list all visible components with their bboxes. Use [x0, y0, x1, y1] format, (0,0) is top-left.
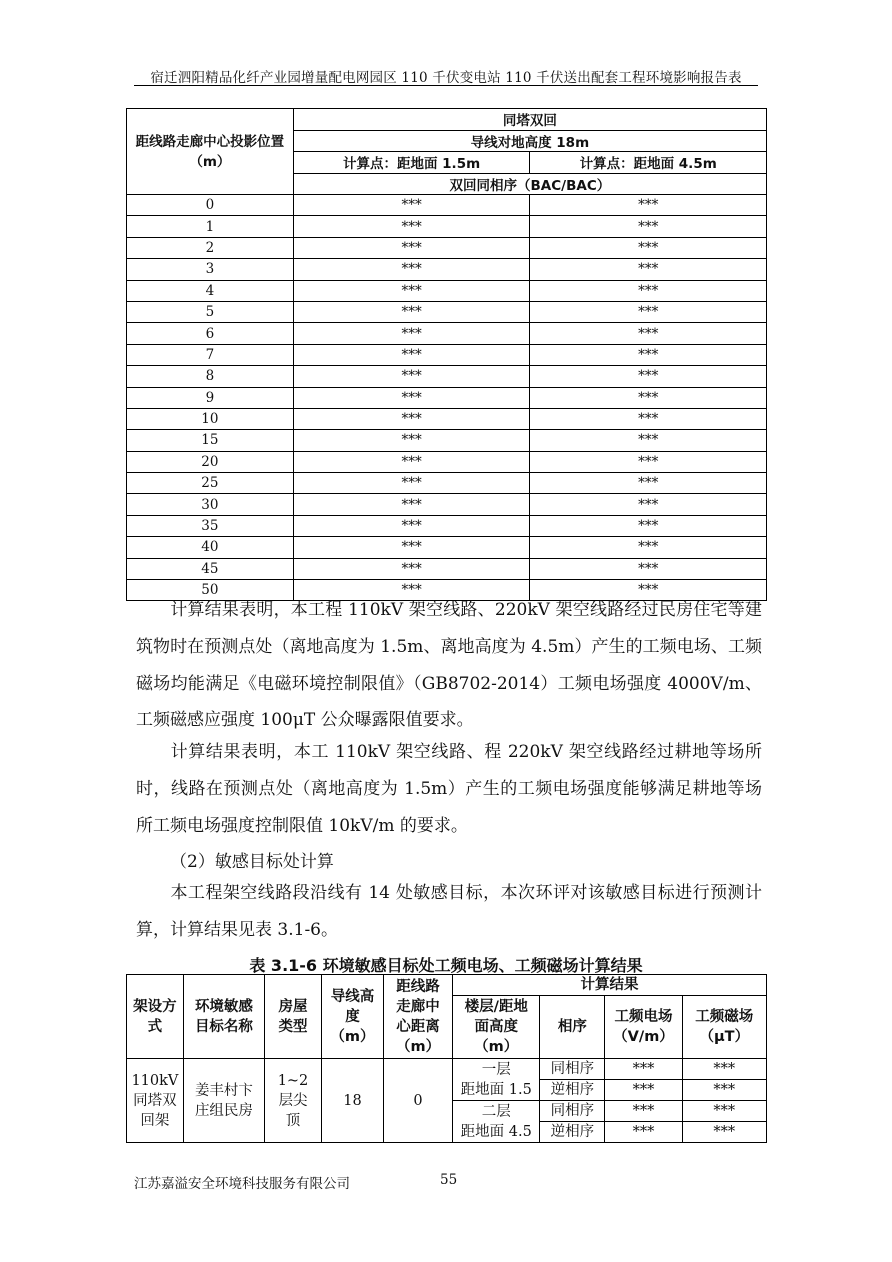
- position-cell: 40: [127, 537, 294, 558]
- phase-cell: 逆相序: [540, 1122, 605, 1143]
- results-header: 计算结果: [453, 975, 767, 996]
- value-cell: ***: [293, 280, 530, 301]
- table-row: [127, 259, 767, 280]
- table-row: [127, 301, 767, 322]
- b-field-header: 工频磁场（μT）: [682, 996, 766, 1059]
- target-name-header: 环境敏感目标名称: [183, 975, 264, 1059]
- position-cell: 1: [127, 216, 294, 237]
- value-cell: ***: [530, 473, 767, 494]
- position-cell: 2: [127, 237, 294, 258]
- target-name-cell: 姜丰村卞庄组民房: [183, 1059, 264, 1143]
- table-row: [127, 473, 767, 494]
- table-row: [127, 237, 767, 258]
- header-divider: [134, 85, 758, 86]
- table-row: [127, 515, 767, 536]
- value-cell: ***: [293, 366, 530, 387]
- value-cell: ***: [530, 558, 767, 579]
- table-row: [127, 366, 767, 387]
- table-row: [127, 558, 767, 579]
- floor-cell: 一层 距地面 1.5: [453, 1059, 540, 1101]
- corridor-distance-header: 距线路走廊中心距离（m）: [384, 975, 453, 1059]
- position-cell: 15: [127, 430, 294, 451]
- table-row: [127, 408, 767, 429]
- value-cell: ***: [530, 344, 767, 365]
- value-cell: ***: [293, 301, 530, 322]
- position-cell: 35: [127, 515, 294, 536]
- value-cell: ***: [530, 408, 767, 429]
- phase-cell: 逆相序: [540, 1080, 605, 1101]
- table-row: [127, 387, 767, 408]
- corridor-distance-cell: 0: [384, 1059, 453, 1143]
- value-cell: ***: [293, 216, 530, 237]
- value-cell: ***: [293, 473, 530, 494]
- table-row: [127, 216, 767, 237]
- value-cell: ***: [293, 195, 530, 216]
- erect-mode-cell: 110kV 同塔双回架: [127, 1059, 184, 1143]
- page-number: 55: [440, 1172, 458, 1188]
- e-field-cell: ***: [605, 1080, 682, 1101]
- value-cell: ***: [530, 580, 767, 601]
- phase-cell: 同相序: [540, 1101, 605, 1122]
- value-cell: ***: [293, 451, 530, 472]
- table-row: [127, 494, 767, 515]
- position-cell: 4: [127, 280, 294, 301]
- table-row: [127, 323, 767, 344]
- wire-height-cell: 18: [321, 1059, 383, 1143]
- position-cell: 8: [127, 366, 294, 387]
- field-calc-table: [126, 108, 767, 601]
- table-row: [127, 430, 767, 451]
- position-cell: 6: [127, 323, 294, 344]
- value-cell: ***: [530, 537, 767, 558]
- footer-company: 江苏嘉溢安全环境科技服务有限公司: [134, 1176, 350, 1192]
- value-cell: ***: [293, 537, 530, 558]
- value-cell: ***: [293, 494, 530, 515]
- value-cell: ***: [293, 580, 530, 601]
- value-cell: ***: [293, 237, 530, 258]
- value-cell: ***: [293, 408, 530, 429]
- value-cell: ***: [530, 301, 767, 322]
- position-cell: 20: [127, 451, 294, 472]
- e-field-cell: ***: [605, 1059, 682, 1080]
- e-field-cell: ***: [605, 1101, 682, 1122]
- e-field-cell: ***: [605, 1122, 682, 1143]
- wire-height-header: 导线对地高度 18m: [293, 130, 766, 152]
- floor-height-header: 楼层/距地面高度（m）: [453, 996, 540, 1059]
- table-row: [127, 344, 767, 365]
- b-field-cell: ***: [682, 1122, 766, 1143]
- value-cell: ***: [530, 195, 767, 216]
- table-caption: 表 3.1-6 环境敏感目标处工频电场、工频磁场计算结果: [249, 956, 643, 975]
- page-header-title: 宿迁泗阳精品化纤产业园增量配电网园区 110 千伏变电站 110 千伏送出配套工程环境影响报告表: [150, 70, 742, 86]
- value-cell: ***: [293, 323, 530, 344]
- house-type-header: 房屋类型: [265, 975, 322, 1059]
- table-row: [127, 537, 767, 558]
- position-column-header: 距线路走廊中心投影位置（m）: [127, 109, 294, 195]
- value-cell: ***: [293, 430, 530, 451]
- value-cell: ***: [530, 515, 767, 536]
- position-cell: 10: [127, 408, 294, 429]
- sensitive-target-table: [126, 974, 767, 1143]
- position-cell: 30: [127, 494, 294, 515]
- value-cell: ***: [530, 387, 767, 408]
- position-cell: 0: [127, 195, 294, 216]
- calc-point-2-header: 计算点：距地面 4.5m: [530, 152, 767, 174]
- value-cell: ***: [530, 451, 767, 472]
- position-cell: 7: [127, 344, 294, 365]
- b-field-cell: ***: [682, 1059, 766, 1080]
- paragraph-2: 计算结果表明，本工 110kV 架空线路、程 220kV 架空线路经过耕地等场所时，线路在预测点处（离地高度为 1.5m）产生的工频电场强度能够满足耕地等场所工频电场强度控制限值 10kV/m 的要求。: [136, 742, 762, 836]
- value-cell: ***: [530, 216, 767, 237]
- e-field-header: 工频电场（V/m）: [605, 996, 682, 1059]
- house-type-cell: 1~2 层尖顶: [265, 1059, 322, 1143]
- value-cell: ***: [293, 344, 530, 365]
- value-cell: ***: [530, 259, 767, 280]
- value-cell: ***: [530, 323, 767, 344]
- position-cell: 9: [127, 387, 294, 408]
- value-cell: ***: [293, 259, 530, 280]
- paragraph-3: 本工程架空线路段沿线有 14 处敏感目标，本次环评对该敏感目标进行预测计算，计算结果见表 3.1-6。: [136, 883, 762, 940]
- table-row: [127, 280, 767, 301]
- value-cell: ***: [293, 387, 530, 408]
- phase-cell: 同相序: [540, 1059, 605, 1080]
- position-cell: 25: [127, 473, 294, 494]
- position-cell: 3: [127, 259, 294, 280]
- phase-order-header: 双回同相序（BAC/BAC）: [293, 173, 766, 195]
- table-row: [127, 451, 767, 472]
- value-cell: ***: [530, 280, 767, 301]
- value-cell: ***: [293, 515, 530, 536]
- subheading: （2）敏感目标处计算: [170, 852, 334, 872]
- b-field-cell: ***: [682, 1101, 766, 1122]
- value-cell: ***: [530, 430, 767, 451]
- erect-mode-header: 架设方式: [127, 975, 184, 1059]
- value-cell: ***: [293, 558, 530, 579]
- wire-height-header-2: 导线高度（m）: [321, 975, 383, 1059]
- calc-point-1-header: 计算点：距地面 1.5m: [293, 152, 530, 174]
- table-row: [127, 195, 767, 216]
- value-cell: ***: [530, 366, 767, 387]
- position-cell: 5: [127, 301, 294, 322]
- value-cell: ***: [530, 237, 767, 258]
- paragraph-1: 计算结果表明，本工程 110kV 架空线路、220kV 架空线路经过民房住宅等建筑物时在预测点处（离地高度为 1.5m、离地高度为 4.5m）产生的工频电场、工频磁场均能满足《电磁环境控制限值》（GB8702-2014）工频电场强度 4000V/m、工频磁感应强度 100μT 公众曝露限值要求。: [136, 600, 762, 731]
- phase-header: 相序: [540, 996, 605, 1059]
- floor-cell: 二层 距地面 4.5: [453, 1101, 540, 1143]
- position-cell: 45: [127, 558, 294, 579]
- group-header: 同塔双回: [293, 109, 766, 131]
- b-field-cell: ***: [682, 1080, 766, 1101]
- value-cell: ***: [530, 494, 767, 515]
- position-cell: 50: [127, 580, 294, 601]
